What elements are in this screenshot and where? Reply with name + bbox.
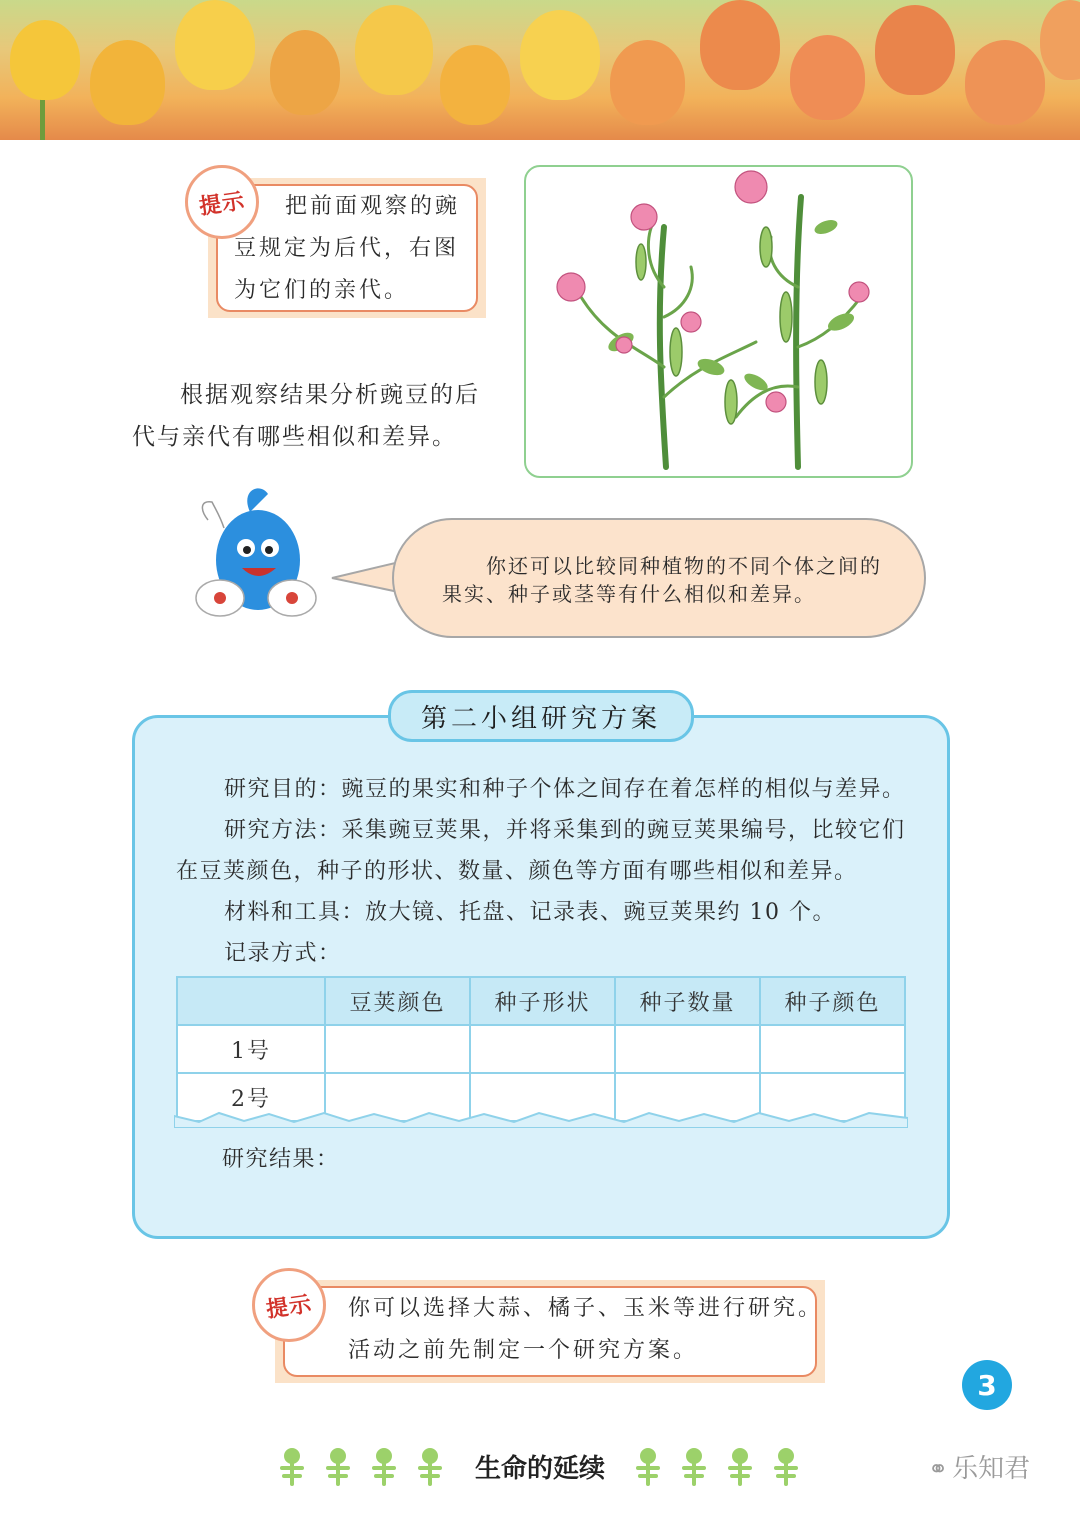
research-purpose: 研究目的：豌豆的果实和种子个体之间存在着怎样的相似与差异。 bbox=[224, 777, 906, 802]
table-header-cell: 豆荚颜色 bbox=[325, 977, 470, 1025]
watermark bbox=[928, 1448, 1030, 1485]
pea-plant-illustration bbox=[524, 165, 913, 478]
tip-badge-label: 提示 bbox=[264, 1291, 314, 1323]
table-cell bbox=[325, 1025, 470, 1073]
tip1-line-2: 豆规定为后代，右图 bbox=[234, 236, 460, 261]
tip-badge-label: 提示 bbox=[197, 188, 247, 220]
footer-chapter-title: 生命的延续 bbox=[474, 1454, 605, 1484]
tip2-line-1: 你可以选择大蒜、橘子、玉米等进行研究。 bbox=[348, 1296, 824, 1321]
research-result-label: 研究结果： bbox=[222, 1147, 340, 1172]
table-header-cell: 种子数量 bbox=[615, 977, 760, 1025]
table-header-cell: 种子形状 bbox=[470, 977, 615, 1025]
wechat-icon: ⚭ bbox=[928, 1455, 949, 1483]
table-header-row bbox=[177, 977, 905, 1025]
research-plan-title-box bbox=[388, 690, 694, 742]
table-row-label: 1号 bbox=[177, 1025, 325, 1073]
fishbone-decoration-left bbox=[280, 1446, 450, 1486]
table-header-cell bbox=[177, 977, 325, 1025]
research-method-line-1: 研究方法：采集豌豆荚果，并将采集到的豌豆荚果编号，比较它们 bbox=[224, 818, 906, 843]
table-cell bbox=[615, 1025, 760, 1073]
tip2-line-2: 活动之前先制定一个研究方案。 bbox=[348, 1338, 699, 1363]
record-method-label: 记录方式： bbox=[224, 941, 342, 966]
intro-line-1: 根据观察结果分析豌豆的后 bbox=[180, 382, 480, 408]
table-cell bbox=[470, 1025, 615, 1073]
bubble-line-2: 果实、种子或茎等有什么相似和差异。 bbox=[442, 582, 816, 606]
tip1-line-1: 把前面观察的豌 bbox=[285, 194, 461, 219]
tip1-line-3: 为它们的亲代。 bbox=[234, 278, 410, 303]
mascot-character bbox=[180, 480, 330, 625]
tip-badge-2 bbox=[252, 1268, 326, 1342]
page-number-badge: 3 bbox=[962, 1360, 1012, 1410]
table-row-label: 2号 bbox=[177, 1073, 325, 1121]
intro-line-2: 代与亲代有哪些相似和差异。 bbox=[132, 424, 457, 450]
torn-edge-decoration bbox=[174, 1108, 908, 1128]
table-cell bbox=[760, 1025, 905, 1073]
research-materials: 材料和工具：放大镜、托盘、记录表、豌豆荚果约 10 个。 bbox=[224, 900, 836, 925]
watermark-text: 乐知君 bbox=[952, 1454, 1031, 1484]
table-header-cell: 种子颜色 bbox=[760, 977, 905, 1025]
research-plan-title: 第二小组研究方案 bbox=[420, 703, 661, 734]
bubble-line-1: 你还可以比较同种植物的不同个体之间的 bbox=[486, 554, 882, 578]
header-tulip-banner bbox=[0, 0, 1080, 140]
record-table bbox=[176, 976, 906, 1122]
research-method-line-2: 在豆荚颜色，种子的形状、数量、颜色等方面有哪些相似和差异。 bbox=[176, 859, 858, 884]
fishbone-decoration-right bbox=[636, 1446, 806, 1486]
table-row bbox=[177, 1025, 905, 1073]
